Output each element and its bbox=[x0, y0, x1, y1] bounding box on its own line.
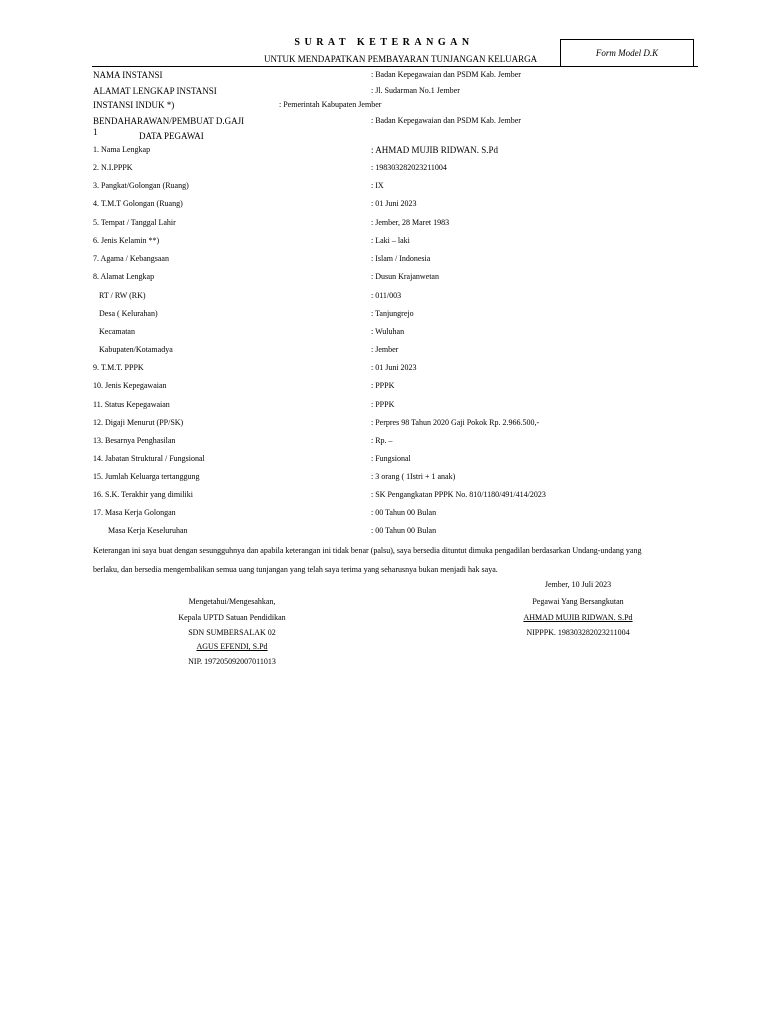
field-label-status-kepegawaian: 11. Status Kepegawaian bbox=[93, 400, 170, 409]
field-label-masa-kerja-keseluruhan: Masa Kerja Keseluruhan bbox=[108, 526, 188, 535]
field-label-ttl: 5. Tempat / Tanggal Lahir bbox=[93, 218, 176, 227]
field-label-kecamatan: Kecamatan bbox=[99, 327, 135, 336]
field-value-masa-kerja-golongan: : 00 Tahun 00 Bulan bbox=[371, 508, 437, 517]
field-label-tmt-pppk: 9. T.M.T. PPPK bbox=[93, 363, 144, 372]
field-value-pangkat: : IX bbox=[371, 181, 384, 190]
section-title: DATA PEGAWAI bbox=[139, 131, 204, 141]
field-value-jumlah-keluarga: : 3 orang ( 1Istri + 1 anak) bbox=[371, 472, 456, 481]
field-value-sk-terakhir: : SK Pengangkatan PPPK No. 810/1180/491/414/2023 bbox=[371, 490, 546, 499]
instansi-induk-label: INSTANSI INDUK *) bbox=[93, 100, 175, 110]
statement-line-1: Keterangan ini saya buat dengan sesungguhnya dan apabila keterangan ini tidak benar (palsu), saya bersedia dituntut dimuka pengadilan berdasarkan Undang-undang yang bbox=[93, 546, 642, 555]
sign-right-role: Pegawai Yang Bersangkutan bbox=[532, 597, 624, 606]
statement-line-2: berlaku, dan bersedia mengembalikan semua uang tunjangan yang telah saya terima yang seharusnya bukan menjadi hak saya. bbox=[93, 565, 498, 574]
field-label-desa: Desa ( Kelurahan) bbox=[99, 309, 158, 318]
field-value-kecamatan: : Wuluhan bbox=[371, 327, 405, 336]
field-value-kabupaten: : Jember bbox=[371, 345, 399, 354]
field-label-jabatan: 14. Jabatan Struktural / Fungsional bbox=[93, 454, 205, 463]
field-value-desa: : Tanjungrejo bbox=[371, 309, 414, 318]
field-value-tmt-golongan: : 01 Juni 2023 bbox=[371, 199, 417, 208]
field-value-tmt-pppk: : 01 Juni 2023 bbox=[371, 363, 417, 372]
field-label-alamat: 8. Alamat Lengkap bbox=[93, 272, 155, 281]
sign-left-line3: SDN SUMBERSALAK 02 bbox=[188, 628, 276, 637]
field-value-rt-rw: : 011/003 bbox=[371, 291, 402, 300]
field-value-jabatan: : Fungsional bbox=[371, 454, 411, 463]
sign-right-name: AHMAD MUJIB RIDWAN. S.Pd bbox=[523, 613, 633, 622]
field-label-nip: 2. N.I.PPPK bbox=[93, 163, 133, 172]
field-value-status-kepegawaian: : PPPK bbox=[371, 400, 395, 409]
field-value-alamat: : Dusun Krajanwetan bbox=[371, 272, 439, 281]
instansi-address-label: ALAMAT LENGKAP INSTANSI bbox=[93, 86, 217, 96]
field-value-nip: : 198303282023211004 bbox=[371, 163, 447, 172]
field-label-digaji: 12. Digaji Menurut (PP/SK) bbox=[93, 418, 184, 427]
field-label-nama: 1. Nama Lengkap bbox=[93, 145, 151, 154]
field-label-jumlah-keluarga: 15. Jumlah Keluarga tertanggung bbox=[93, 472, 200, 481]
form-model-box bbox=[560, 39, 694, 67]
instansi-name-value: : Badan Kepegawaian dan PSDM Kab. Jember bbox=[371, 70, 521, 79]
field-label-penghasilan: 13. Besarnya Penghasilan bbox=[93, 436, 176, 445]
sign-left-name: AGUS EFENDI, S.Pd bbox=[196, 642, 268, 651]
field-value-digaji: : Perpres 98 Tahun 2020 Gaji Pokok Rp. 2.966.500,- bbox=[371, 418, 540, 427]
field-value-jenis-kelamin: : Laki – laki bbox=[371, 236, 410, 245]
sign-date: Jember, 10 Juli 2023 bbox=[544, 580, 612, 589]
document-title: SURAT KETERANGAN bbox=[294, 37, 474, 48]
instansi-induk-value: : Pemerintah Kabupaten Jember bbox=[279, 100, 382, 109]
sign-right-nip: NIPPPK. 198303282023211004 bbox=[526, 628, 630, 637]
field-label-masa-kerja-golongan: 17. Masa Kerja Golongan bbox=[93, 508, 176, 517]
sign-left-line2: Kepala UPTD Satuan Pendidikan bbox=[178, 613, 286, 622]
form-model-label: Form Model D.K bbox=[595, 48, 659, 58]
field-value-nama: : AHMAD MUJIB RIDWAN. S.Pd bbox=[371, 145, 499, 155]
bendaharawan-label: BENDAHARAWAN/PEMBUAT D.GAJI bbox=[93, 116, 245, 126]
field-label-agama: 7. Agama / Kebangsaan bbox=[93, 254, 169, 263]
bendaharawan-value: : Badan Kepegawaian dan PSDM Kab. Jember bbox=[371, 116, 521, 125]
sign-left-line1: Mengetahui/Mengesahkan, bbox=[188, 597, 276, 606]
field-label-sk-terakhir: 16. S.K. Terakhir yang dimiliki bbox=[93, 490, 193, 499]
field-label-rt-rw: RT / RW (RK) bbox=[99, 291, 146, 300]
field-value-masa-kerja-keseluruhan: : 00 Tahun 00 Bulan bbox=[371, 526, 437, 535]
field-label-jenis-kepegawaian: 10. Jenis Kepegawaian bbox=[93, 381, 167, 390]
instansi-name-label: NAMA INSTANSI bbox=[93, 70, 163, 80]
header-divider bbox=[92, 66, 698, 67]
section-number: 1 bbox=[93, 127, 98, 137]
instansi-address-value: : Jl. Sudarman No.1 Jember bbox=[371, 86, 460, 95]
field-label-jenis-kelamin: 6. Jenis Kelamin **) bbox=[93, 236, 160, 245]
field-value-ttl: : Jember, 28 Maret 1983 bbox=[371, 218, 450, 227]
field-value-jenis-kepegawaian: : PPPK bbox=[371, 381, 395, 390]
field-label-pangkat: 3. Pangkat/Golongan (Ruang) bbox=[93, 181, 189, 190]
document-subtitle: UNTUK MENDAPATKAN PEMBAYARAN TUNJANGAN KELUARGA bbox=[264, 54, 538, 64]
field-label-tmt-golongan: 4. T.M.T Golongan (Ruang) bbox=[93, 199, 183, 208]
field-value-penghasilan: : Rp. – bbox=[371, 436, 393, 445]
field-label-kabupaten: Kabupaten/Kotamadya bbox=[99, 345, 173, 354]
field-value-agama: : Islam / Indonesia bbox=[371, 254, 431, 263]
sign-left-nip: NIP. 197205092007011013 bbox=[188, 657, 276, 666]
